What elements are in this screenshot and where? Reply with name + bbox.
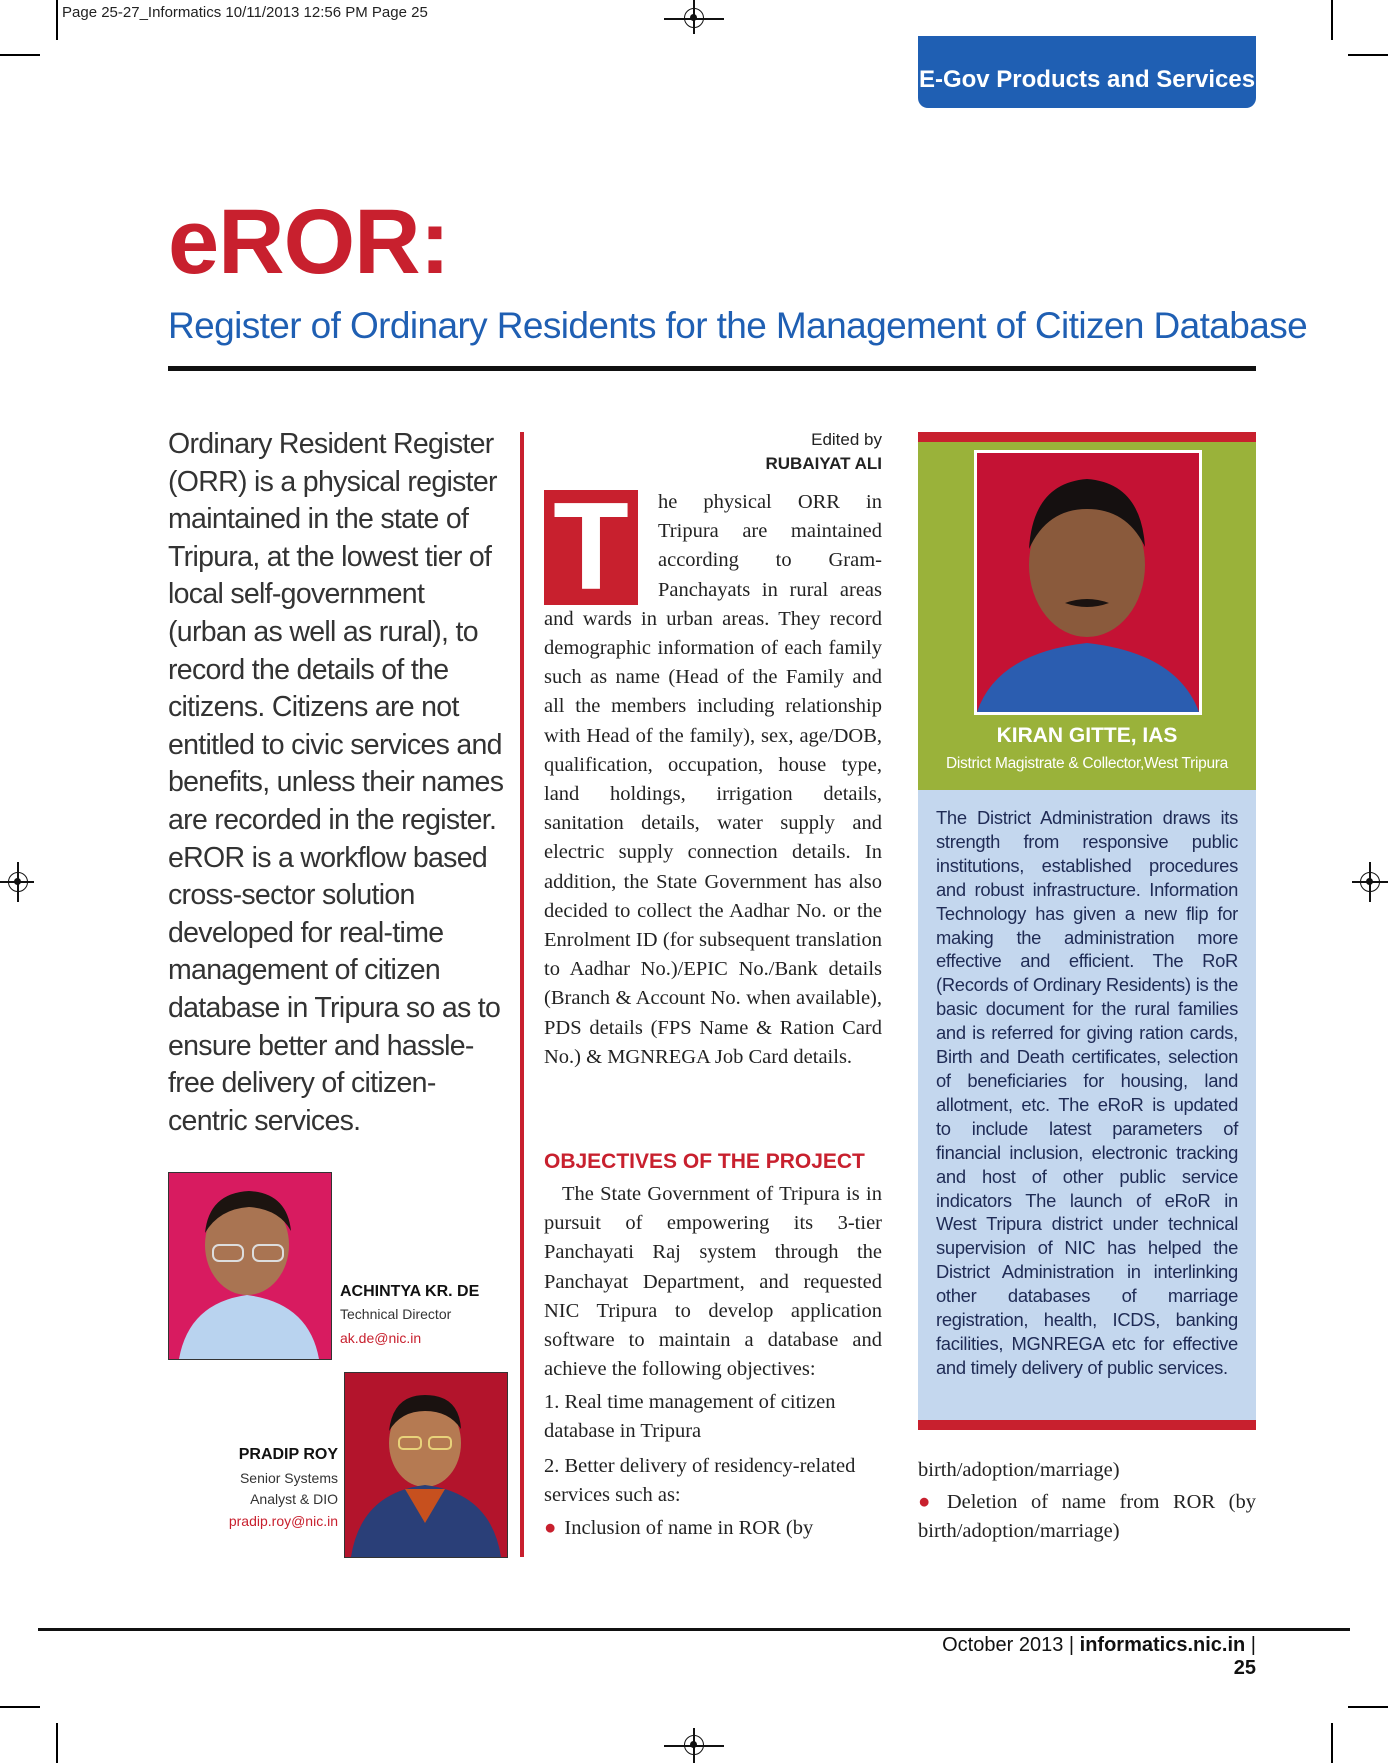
author-name: PRADIP ROY <box>238 1446 338 1463</box>
author-email-link[interactable]: pradip.roy@nic.in <box>228 1513 338 1529</box>
sidebar-bottom-bar <box>918 1420 1256 1430</box>
objective-item: 1. Real time management of citizen database in Tripura <box>544 1391 836 1443</box>
intro-standfirst: Ordinary Resident Register (ORR) is a physical register maintained in the state of Tripura, at the lowest tier of local self-government (urban as well as rural), to record the details of the citizens. Citizens are not entitled to civic services and benefits, unless their names are recorded in the register. eROR is a workflow based cross-sector solution developed for real-time management of citizen database in Tripura so as to ensure better and hassle-free delivery of citizen-centric services. <box>168 428 504 1137</box>
sidebar-top-bar <box>918 432 1256 442</box>
edited-by-label: Edited by <box>811 430 882 449</box>
author-role: Technical Director <box>340 1306 452 1322</box>
author-role: Analyst & DIO <box>250 1491 338 1507</box>
sidebar-quote: The District Administration draws its strength from responsive public institutions, established procedures and robust infrastructure. Information Technology has given a new flip for making the administration more effective and efficient. The RoR (Records of Ordinary Residents) is the basic document for the rural families and is referred for giving ration cards, Birth and Death certificates, selection of beneficiaries for housing, land allotment, etc. The eRoR is updated to include latest parameters of financial inclusion, electronic tracking and host of other public service indicators The launch of eRoR in West Tripura district under technical supervision of NIC has helped the District Administration in interlinking other databases of marriage registration, health, ICDS, banking facilities, MGNREGA etc for effective and timely delivery of public services. <box>936 807 1238 1378</box>
drop-cap: T <box>544 490 638 605</box>
registration-mark-icon <box>684 1735 704 1755</box>
bullet-text: Deletion of name from ROR (by birth/adoption/marriage) <box>918 1491 1257 1543</box>
crop-mark <box>1348 1706 1388 1708</box>
profile-photo <box>974 450 1202 715</box>
bullet-item <box>544 1514 882 1543</box>
editor-name: RUBAIYAT ALI <box>765 454 882 473</box>
title-rule <box>168 366 1256 371</box>
author-role: Senior Systems <box>239 1470 338 1486</box>
bullet-icon: ● <box>544 1517 557 1539</box>
crop-mark <box>1331 0 1333 40</box>
crop-mark <box>0 1706 40 1708</box>
bullet-continuation: birth/adoption/marriage) <box>918 1459 1120 1481</box>
crop-mark <box>56 0 58 40</box>
footer-site-link[interactable]: informatics.nic.in <box>1079 1634 1246 1656</box>
crop-mark <box>1348 54 1388 56</box>
article-paragraph: The State Government of Tripura is in pursuit of empowering its 3-tier Panchayati Raj system through the Panchayat Department, and requested NIC Tripura to develop application software to maintain a database and achieve the following objectives: <box>544 1183 882 1381</box>
article-paragraph <box>544 488 882 1072</box>
crop-mark <box>0 54 40 56</box>
registration-mark-icon <box>1360 872 1380 892</box>
footer-rule <box>38 1628 1350 1631</box>
registration-mark-icon <box>684 8 704 28</box>
bullet-icon: ● <box>918 1491 939 1513</box>
author-photo-pradip <box>344 1372 508 1558</box>
print-slug: Page 25-27_Informatics 10/11/2013 12:56 PM Page 25 <box>62 4 428 21</box>
page-footer: October 2013 | informatics.nic.in | 25 <box>942 1634 1256 1679</box>
profile-name: KIRAN GITTE, IAS <box>996 724 1178 747</box>
article-paragraph-text: he physical ORR in Tripura are maintained according to Gram-Panchayats in rural areas and wards in urban areas. They record demographic information of each family such as name (Head of the Family and all the members including relationship with Head of the family), sex, age/DOB, qualification, occupation, house type, land holdings, irrigation details, sanitation details, water supply and electric supply connection details. In addition, the State Government has also decided to collect the Aadhar No. or the Enrolment ID (for subsequent translation to Aadhar No.)/EPIC No./Bank details (Branch & Account No. when available), PDS details (FPS Name & Ration Card No.) & MGNREGA Job Card details. <box>544 491 882 1068</box>
crop-mark <box>56 1723 58 1763</box>
author-photo-achintya <box>168 1172 332 1360</box>
bullet-text: Inclusion of name in ROR (by <box>564 1517 814 1539</box>
author-email-link[interactable]: ak.de@nic.in <box>340 1330 422 1346</box>
edited-by <box>700 428 882 476</box>
bullet-item <box>918 1488 1256 1546</box>
section-heading: OBJECTIVES OF THE PROJECT <box>544 1150 865 1173</box>
page-subtitle: Register of Ordinary Residents for the Management of Citizen Database <box>168 305 1308 346</box>
page-title: eROR: <box>168 191 450 293</box>
section-tab: E-Gov Products and Services <box>918 36 1256 108</box>
page-number: 25 <box>1233 1657 1256 1679</box>
profile-role: District Magistrate & Collector,West Tripura <box>946 755 1228 772</box>
author-name: ACHINTYA KR. DE <box>340 1283 480 1300</box>
registration-mark-icon <box>8 872 28 892</box>
objective-item: 2. Better delivery of residency-related services such as: <box>544 1455 856 1507</box>
crop-mark <box>1331 1723 1333 1763</box>
footer-issue: October 2013 <box>942 1634 1064 1656</box>
column-divider <box>520 432 524 1557</box>
